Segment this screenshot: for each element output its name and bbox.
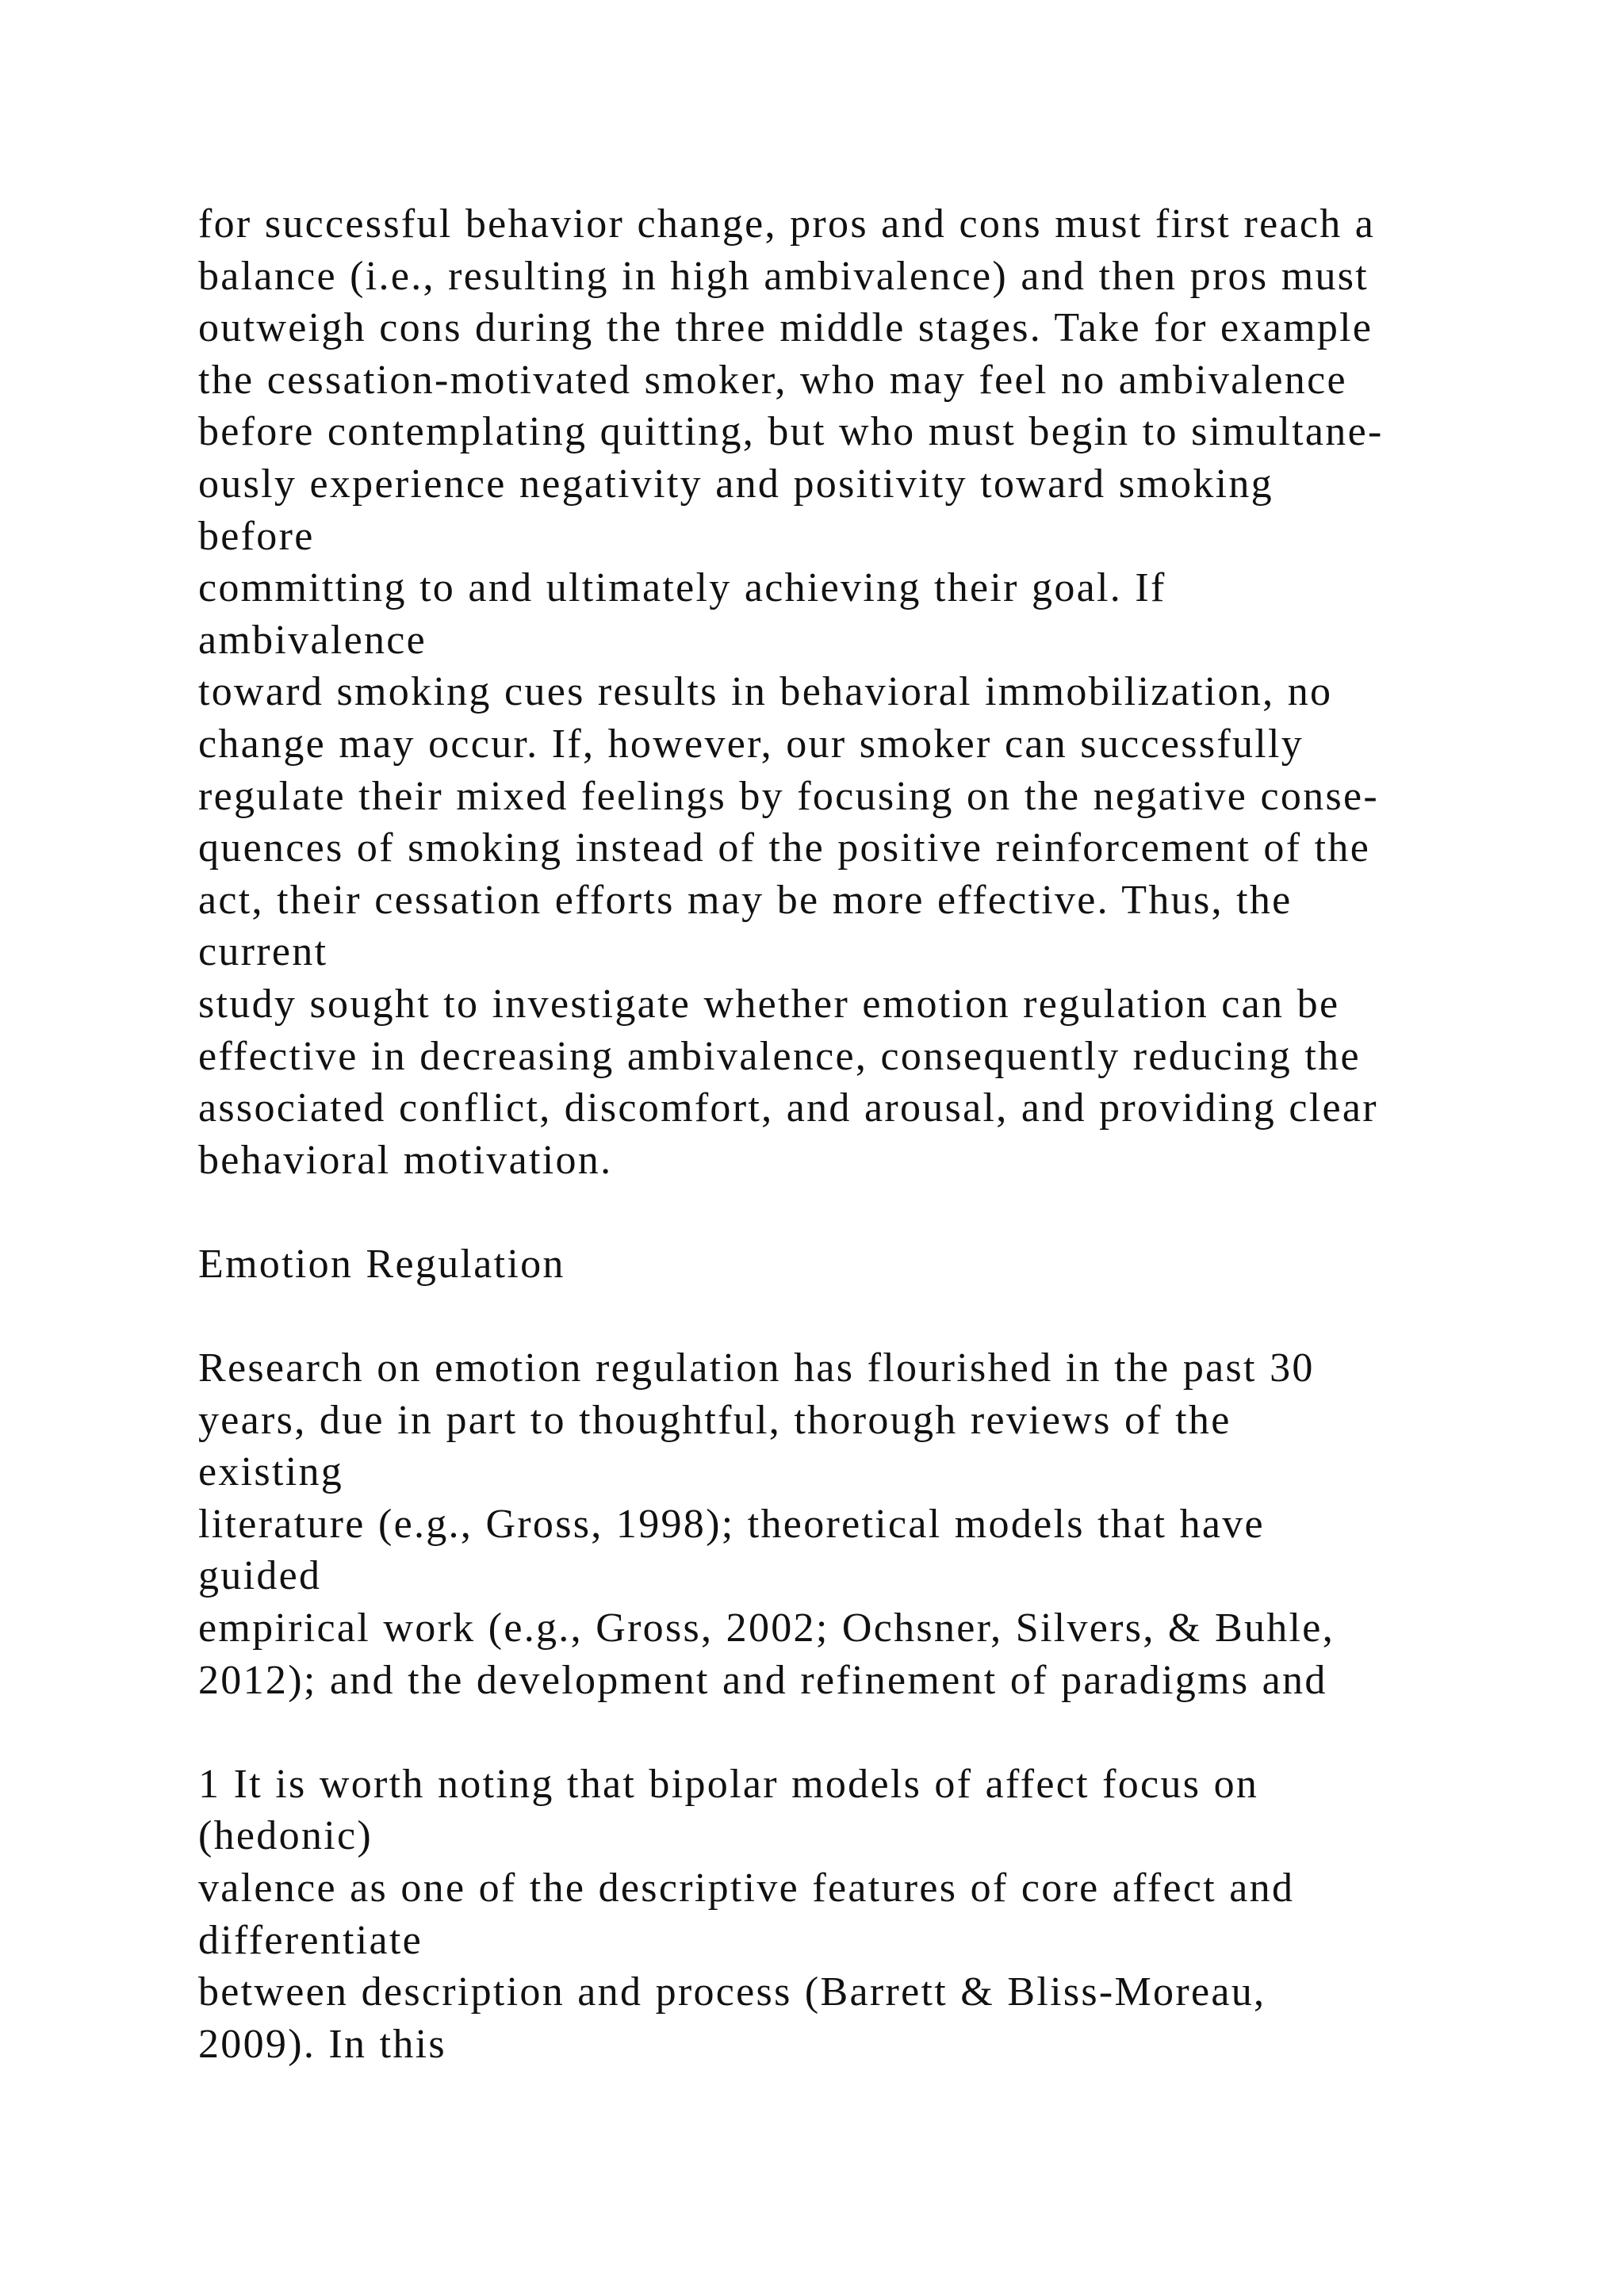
text-line: existing bbox=[198, 1449, 344, 1495]
footnote-line: differentiate bbox=[198, 1917, 423, 1963]
text-line: toward smoking cues results in behavioral immobilization, no bbox=[198, 669, 1333, 715]
text-line: before bbox=[198, 513, 315, 559]
text-line: effective in decreasing ambivalence, consequently reducing the bbox=[198, 1033, 1361, 1079]
text-line: regulate their mixed feelings by focusing on the negative conse- bbox=[198, 773, 1379, 819]
text-line: 2012); and the development and refinement of paradigms and bbox=[198, 1657, 1327, 1703]
text-line: the cessation-motivated smoker, who may feel no ambivalence bbox=[198, 357, 1347, 403]
footnote-line: between description and process (Barrett & Bliss-Moreau, bbox=[198, 1969, 1266, 2015]
paragraph-gap bbox=[198, 1186, 1483, 1238]
text-line: current bbox=[198, 929, 328, 975]
text-line: study sought to investigate whether emotion regulation can be bbox=[198, 981, 1340, 1027]
footnote-line: 1 It is worth noting that bipolar models of affect focus on bbox=[198, 1761, 1259, 1807]
text-line: act, their cessation efforts may be more effective. Thus, the bbox=[198, 877, 1293, 923]
text-line: Research on emotion regulation has flourished in the past 30 bbox=[198, 1345, 1315, 1391]
paragraph-gap bbox=[198, 1290, 1483, 1342]
paragraph-gap bbox=[198, 1706, 1483, 1758]
paragraph-1 bbox=[198, 198, 1483, 1186]
document-text bbox=[198, 198, 1483, 2070]
text-line: empirical work (e.g., Gross, 2002; Ochsner, Silvers, & Buhle, bbox=[198, 1605, 1335, 1651]
paragraph-2 bbox=[198, 1342, 1483, 1706]
text-line: change may occur. If, however, our smoker can successfully bbox=[198, 721, 1304, 767]
text-line: behavioral motivation. bbox=[198, 1137, 613, 1183]
text-line: committing to and ultimately achieving their goal. If bbox=[198, 565, 1166, 611]
text-line: balance (i.e., resulting in high ambivalence) and then pros must bbox=[198, 253, 1369, 299]
text-line: outweigh cons during the three middle stages. Take for example bbox=[198, 305, 1373, 351]
footnote-line: 2009). In this bbox=[198, 2021, 446, 2067]
text-line: literature (e.g., Gross, 1998); theoretical models that have bbox=[198, 1501, 1265, 1547]
text-line: for successful behavior change, pros and cons must first reach a bbox=[198, 201, 1376, 247]
text-line: years, due in part to thoughtful, thorough reviews of the bbox=[198, 1397, 1231, 1443]
section-heading: Emotion Regulation bbox=[198, 1241, 565, 1287]
footnote-line: valence as one of the descriptive features of core affect and bbox=[198, 1866, 1295, 1911]
text-line: associated conflict, discomfort, and arousal, and providing clear bbox=[198, 1085, 1378, 1131]
text-line: ambivalence bbox=[198, 617, 427, 663]
footnote bbox=[198, 1758, 1483, 2071]
text-line: before contemplating quitting, but who must begin to simultane- bbox=[198, 409, 1384, 455]
text-line: guided bbox=[198, 1553, 322, 1599]
text-line: quences of smoking instead of the positive reinforcement of the bbox=[198, 825, 1371, 871]
footnote-line: (hedonic) bbox=[198, 1813, 373, 1859]
text-line: ously experience negativity and positivity toward smoking bbox=[198, 461, 1274, 507]
